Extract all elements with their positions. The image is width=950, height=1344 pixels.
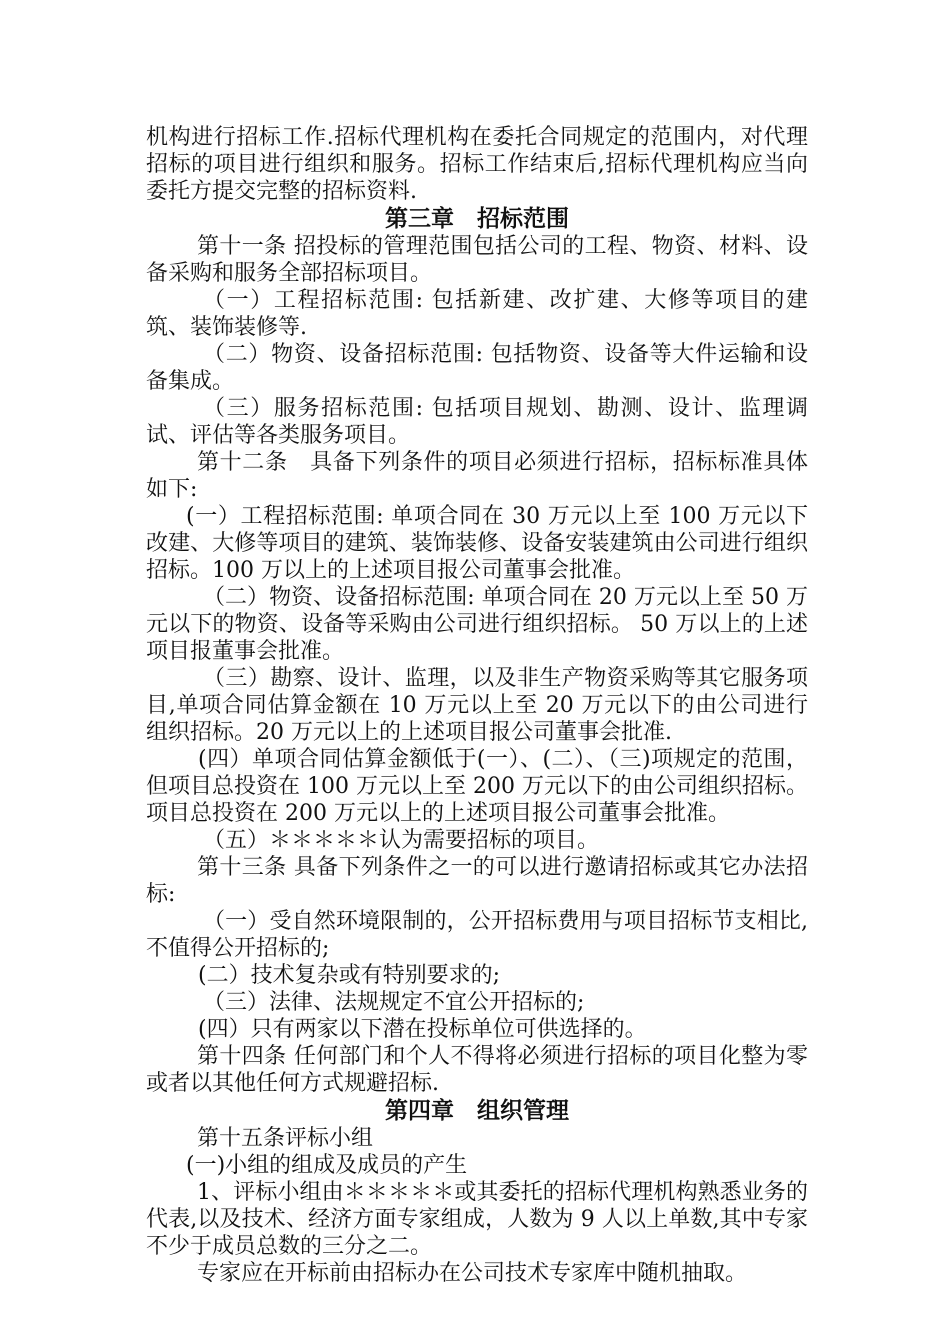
article-12-item-4: (四）单项合同估算金额低于(一）、(二）、（三)项规定的范围，但项目总投资在 100 万元以上至 200 万元以下的由公司组织招标。项目总投资在 200 万元以上的上述项目报公司董事会批准。 [146,747,808,826]
article-14: 第十四条 任何部门和个人不得将必须进行招标的项目化整为零或者以其他任何方式规避招标. [146,1044,808,1096]
article-11-item-2: （二）物资、设备招标范围: 包括物资、设备等大件运输和设备集成。 [146,342,808,394]
article-13: 第十三条 具备下列条件之一的可以进行邀请招标或其它办法招标: [146,855,808,907]
article-12: 第十二条 具备下列条件的项目必须进行招标，招标标准具体如下: [146,450,808,502]
paragraph-agency-work: 机构进行招标工作.招标代理机构在委托合同规定的范围内，对代理招标的项目进行组织和服务。招标工作结束后,招标代理机构应当向委托方提交完整的招标资料. [146,125,808,204]
chapter-3-heading: 第三章 招标范围 [385,206,569,232]
article-11-item-3: （三）服务招标范围: 包括项目规划、勘测、设计、监理调试、评估等各类服务项目。 [146,396,808,448]
article-15-expert-selection: 专家应在开标前由招标办在公司技术专家库中随机抽取。 [197,1261,748,1286]
article-12-item-5: （五）＊＊＊＊＊认为需要招标的项目。 [203,828,600,853]
article-15-clause-1: 1、评标小组由＊＊＊＊＊或其委托的招标代理机构熟悉业务的代表,以及技术、经济方面专家组成，人数为 9 人以上单数,其中专家不少于成员总数的三分之二。 [146,1180,808,1259]
article-12-item-3: （三）勘察、设计、监理，以及非生产物资采购等其它服务项目,单项合同估算金额在 10 万元以上至 20 万元以下的由公司进行组织招标。20 万元以上的上述项目报公司董事会批准. [146,666,808,745]
article-13-item-2: (二）技术复杂或有特别要求的; [198,963,500,988]
article-13-item-3: （三）法律、法规规定不宜公开招标的; [203,990,585,1015]
document-body [146,124,808,1287]
article-12-item-1: (一）工程招标范围: 单项合同在 30 万元以上至 100 万元以下改建、大修等项目的建筑、装饰装修、设备安装建筑由公司进行组织招标。100 万以上的上述项目报公司董事会批准。 [146,504,808,583]
chapter-4-heading: 第四章 组织管理 [385,1098,569,1124]
article-12-item-2: （二）物资、设备招标范围: 单项合同在 20 万元以上至 50 万元以下的物资、设备等采购由公司进行组织招标。 50 万以上的上述项目报董事会批准。 [146,585,808,664]
article-15-section-1: (一)小组的组成及成员的产生 [186,1153,468,1178]
article-13-item-1: （一）受自然环境限制的，公开招标费用与项目招标节支相比,不值得公开招标的; [146,909,808,961]
article-11: 第十一条 招投标的管理范围包括公司的工程、物资、材料、设备采购和服务全部招标项目。 [146,234,808,286]
article-13-item-4: (四）只有两家以下潜在投标单位可供选择的。 [198,1017,647,1042]
article-11-item-1: （一）工程招标范围: 包括新建、改扩建、大修等项目的建筑、装饰装修等. [146,288,808,340]
article-15-title: 第十五条评标小组 [197,1126,374,1151]
